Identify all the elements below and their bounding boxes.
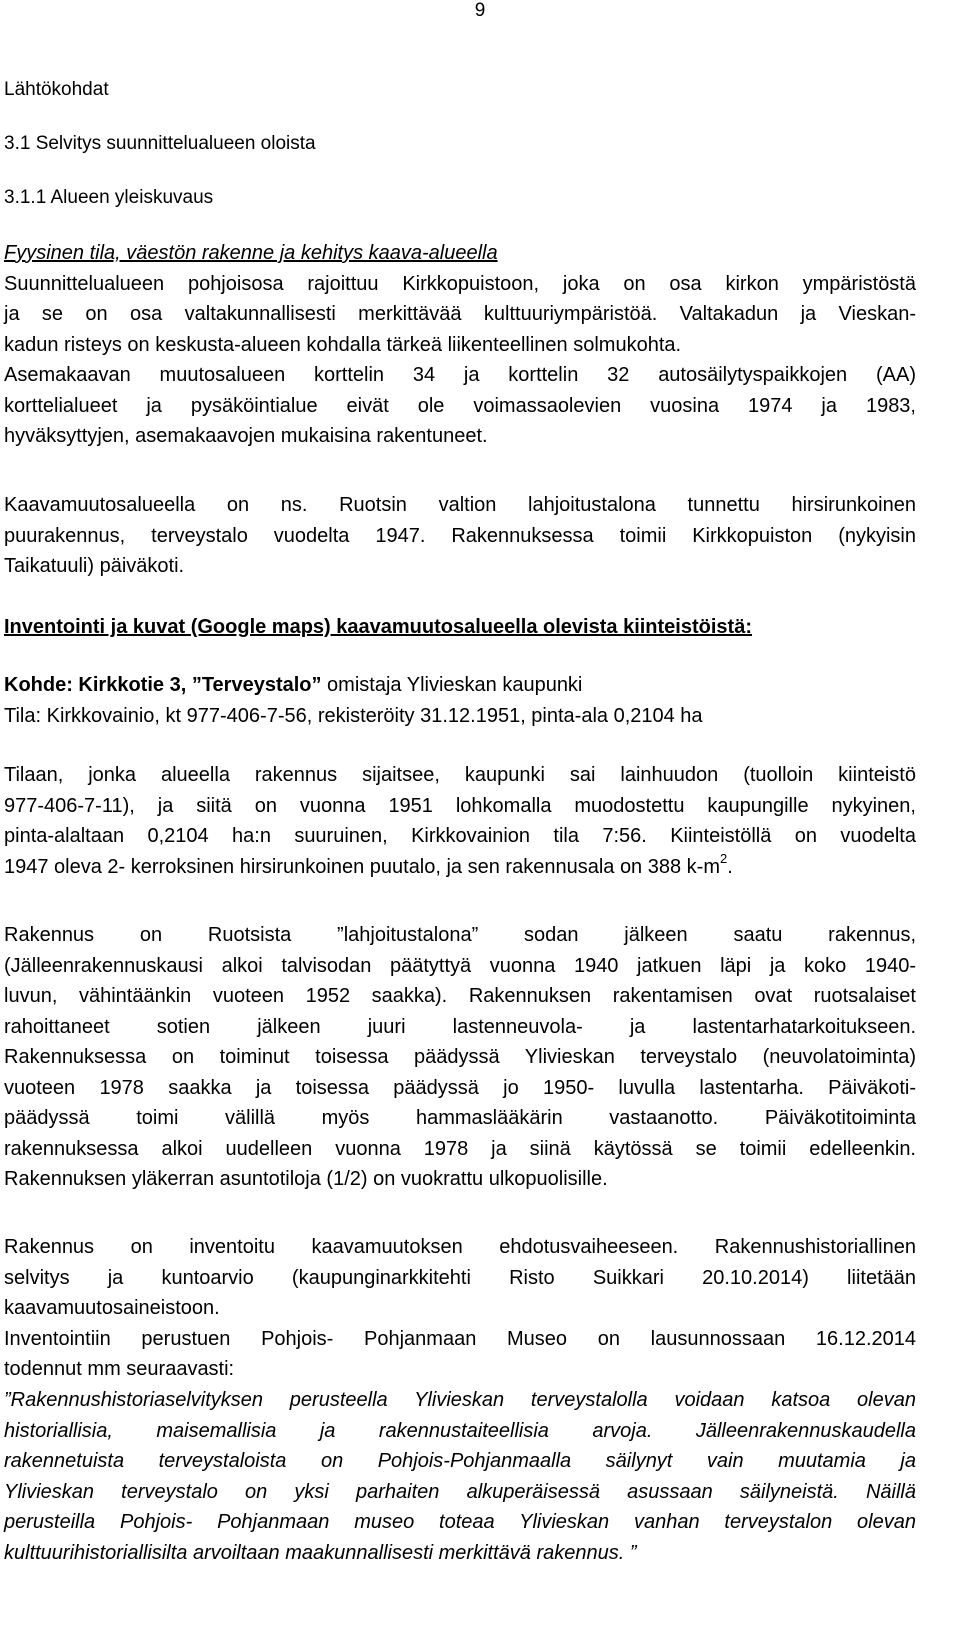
paragraph-1-line-6: hyväksyttyjen, asemakaavojen mukaisina rakentuneet. — [4, 425, 488, 447]
kohde-block — [4, 670, 916, 731]
paragraph-3-line-4 — [4, 852, 916, 883]
paragraph-4-line-2: (Jälleenrakennuskausi alkoi talvisodan päätyttyä vuonna 1940 jatkuen läpi ja koko 1940- — [4, 954, 916, 977]
quote-line-1: ”Rakennushistoriaselvityksen perusteella Ylivieskan terveystalolla voidaan katsoa olevan — [4, 1389, 916, 1411]
paragraph-4-line-4: rahoittaneet sotien jälkeen juuri lastenneuvola- ja lastentarhatarkoitukseen. — [4, 1015, 916, 1038]
paragraph-2-line-3: Taikatuuli) päiväkoti. — [4, 555, 185, 577]
paragraph-2-line-1: Kaavamuutosalueella on ns. Ruotsin valtion lahjoitustalona tunnettu hirsirunkoinen — [4, 494, 916, 516]
paragraph-1-line-3: kadun risteys on keskusta-alueen kohdalla tärkeä liikenteellinen solmukohta. — [4, 333, 682, 356]
quote-line-5: perusteilla Pohjois- Pohjanmaan museo toteaa Ylivieskan vanhan terveystalon olevan — [4, 1511, 916, 1533]
quote-line-4: Ylivieskan terveystalo on yksi parhaiten alkuperäisessä asussaan säilyneistä. Näillä — [4, 1480, 916, 1503]
inventory-heading-block — [4, 612, 916, 643]
paragraph-4-line-8: rakennuksessa alkoi uudelleen vuonna 1978 ja siinä käytössä se toimii edelleenkin. — [4, 1137, 916, 1160]
intro-block — [4, 238, 916, 452]
paragraph-3-line-4-text: 1947 oleva 2- kerroksinen hirsirunkoinen puutalo, ja sen rakennusala on 388 k-m — [4, 855, 720, 878]
paragraph-4-line-5: Rakennuksessa on toiminut toisessa päädyssä Ylivieskan terveystalo (neuvolatoiminta) — [4, 1046, 916, 1068]
paragraph-4-line-1: Rakennus on Ruotsista ”lahjoitustalona” sodan jälkeen saatu rakennus, — [4, 924, 916, 946]
paragraph-6-line-1: Inventointiin perustuen Pohjois- Pohjanmaan Museo on lausunnossaan 16.12.2014 — [4, 1327, 916, 1350]
paragraph-1-line-2: ja se on osa valtakunnallisesti merkittävää kulttuuriympäristöä. Valtakadun ja Vieskan- — [4, 303, 916, 325]
heading-section-3-1-1: 3.1.1 Alueen yleiskuvaus — [4, 187, 214, 208]
paragraph-4-line-9: Rakennuksen yläkerran asuntotiloja (1/2) on vuokrattu ulkopuolisille. — [4, 1168, 608, 1190]
paragraph-5-line-1: Rakennus on inventoitu kaavamuutoksen ehdotusvaiheeseen. Rakennushistoriallinen — [4, 1236, 916, 1258]
paragraph-5-line-2: selvitys ja kuntoarvio (kaupunginarkkitehti Risto Suikkari 20.10.2014) liitetään — [4, 1266, 916, 1289]
paragraph-3 — [4, 760, 916, 882]
paragraph-3-superscript: 2 — [720, 850, 728, 866]
paragraph-3-line-2: 977-406-7-11), ja siitä on vuonna 1951 lohkomalla muodostettu kaupungille nykyinen, — [4, 794, 916, 817]
paragraph-4-line-7: päädyssä toimi välillä myös hammaslääkärin vastaanotto. Päiväkotitoiminta — [4, 1107, 916, 1129]
paragraph-1-line-4: Asemakaavan muutosalueen korttelin 34 ja korttelin 32 autosäilytyspaikkojen (AA) — [4, 364, 916, 386]
kohde-line — [4, 670, 916, 701]
paragraph-4-line-3: luvun, vähintäänkin vuoteen 1952 saakka). Rakennuksen rakentamisen ovat ruotsalaiset — [4, 985, 916, 1007]
page-number: 9 — [474, 0, 486, 21]
quote-line-6: kulttuurihistoriallisilta arvoiltaan maakunnallisesti merkittävä rakennus. ” — [4, 1541, 637, 1564]
paragraph-6-line-2: todennut mm seuraavasti: — [4, 1358, 235, 1380]
tila-line: Tila: Kirkkovainio, kt 977-406-7-56, rekisteröity 31.12.1951, pinta-ala 0,2104 ha — [4, 704, 703, 727]
paragraph-2-line-2: puurakennus, terveystalo vuodelta 1947. Rakennuksessa toimii Kirkkopuiston (nykyisin — [4, 524, 916, 547]
inventory-heading: Inventointi ja kuvat (Google maps) kaavamuutosalueella olevista kiinteistöistä: — [4, 616, 752, 638]
paragraph-3-line-1: Tilaan, jonka alueella rakennus sijaitsee, kaupunki sai lainhuudon (tuolloin kiinteistö — [4, 764, 916, 786]
kohde-owner: omistaja Ylivieskan kaupunki — [321, 674, 583, 696]
paragraph-5 — [4, 1232, 916, 1385]
quote-line-2: historiallisia, maisemallisia ja rakennustaiteellisia arvoja. Jälleenrakennuskaudella — [4, 1419, 916, 1442]
paragraph-2 — [4, 490, 916, 582]
paragraph-1-line-5: korttelialueet ja pysäköintialue eivät ole voimassaolevien vuosina 1974 ja 1983, — [4, 394, 916, 417]
paragraph-1-line-1: Suunnittelualueen pohjoisosa rajoittuu Kirkkopuistoon, joka on osa kirkon ympäristöstä — [4, 272, 916, 295]
paragraph-4-line-6: vuoteen 1978 saakka ja toisessa päädyssä jo 1950- luvulla lastentarha. Päiväkoti- — [4, 1076, 916, 1099]
paragraph-3-line-3: pinta-alaltaan 0,2104 ha:n suuruinen, Kirkkovainion tila 7:56. Kiinteistöllä on vuodelta — [4, 825, 916, 847]
paragraph-3-end: . — [727, 855, 733, 878]
paragraph-5-line-3: kaavamuutosaineistoon. — [4, 1297, 220, 1319]
subheading-physical-state: Fyysinen tila, väestön rakenne ja kehitys kaava-alueella — [4, 242, 498, 264]
museum-quote — [4, 1385, 916, 1568]
paragraph-4 — [4, 920, 916, 1195]
kohde-label: Kohde: Kirkkotie 3, ”Terveystalo” — [4, 674, 322, 696]
quote-line-3: rakennetuista terveystaloista on Pohjois-Pohjanmaalla säilynyt vain muutamia ja — [4, 1450, 916, 1472]
heading-lahtokohdat: Lähtökohdat — [4, 79, 109, 100]
heading-section-3-1: 3.1 Selvitys suunnittelualueen oloista — [4, 133, 316, 154]
